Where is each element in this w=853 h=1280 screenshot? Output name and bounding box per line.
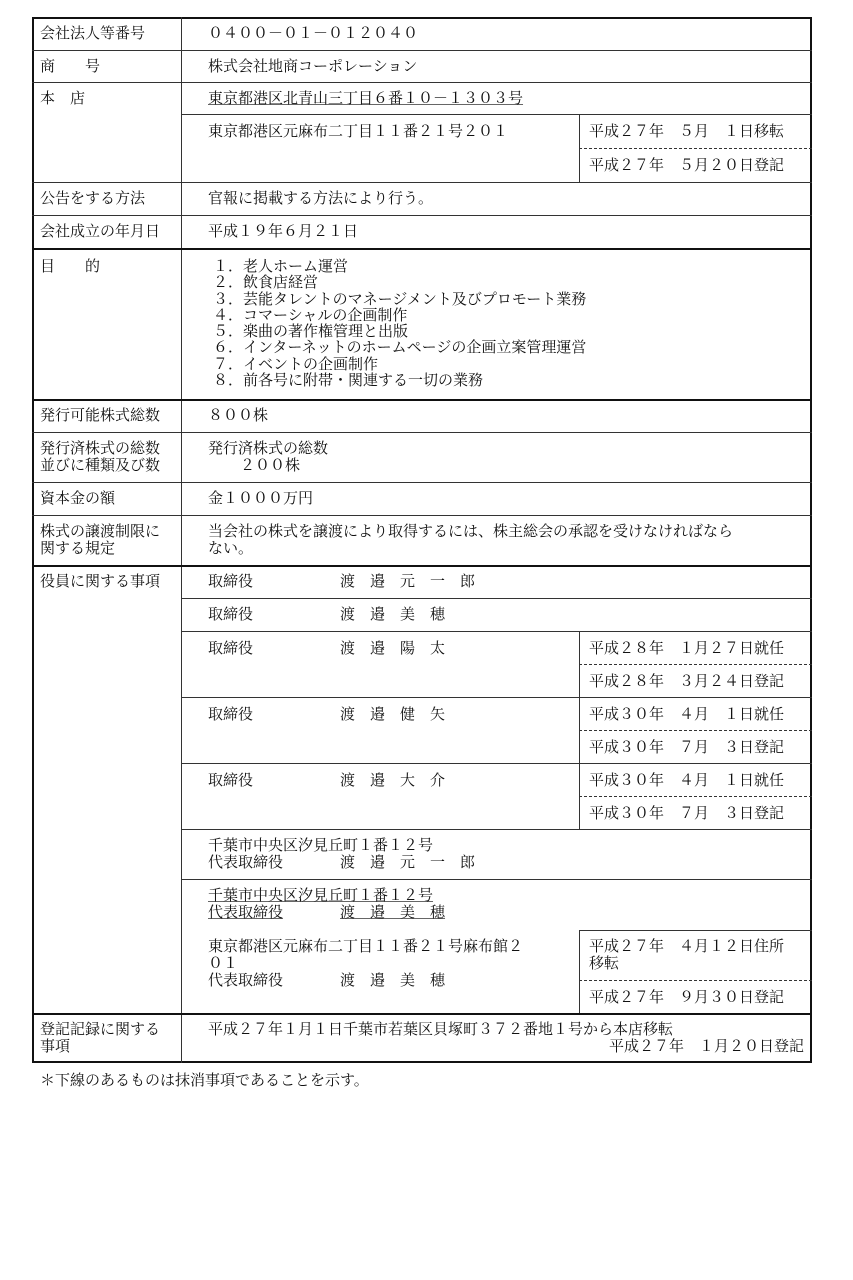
purpose-item: ８．前各号に附帯・関連する一切の業務 xyxy=(213,371,484,390)
column-divider xyxy=(181,17,182,1063)
label-officers: 役員に関する事項 xyxy=(40,572,161,590)
officer-role: 取締役 xyxy=(208,705,254,723)
label-corp-no: 会社法人等番号 xyxy=(40,24,146,42)
rep3-name: 渡 邉 美 穂 xyxy=(340,971,446,989)
purpose-item: １．老人ホーム運営 xyxy=(213,257,349,275)
trade-name-value: 株式会社地商コーポレーション xyxy=(208,57,418,75)
head-office-date2: 平成２７年 ５月２０日登記 xyxy=(589,156,785,174)
rep3-date1b: 移転 xyxy=(589,954,620,972)
label-capital: 資本金の額 xyxy=(40,489,116,507)
rep2-address: 千葉市中央区汐見丘町１番１２号 xyxy=(208,886,434,904)
officer-name: 渡 邉 陽 太 xyxy=(340,639,446,657)
head-office-old: 東京都港区北青山三丁目６番１０－１３０３号 xyxy=(208,89,524,107)
officer-name: 渡 邉 美 穂 xyxy=(340,605,446,623)
rep1-role: 代表取締役 xyxy=(208,853,284,871)
officer-date2: 平成３０年 ７月 ３日登記 xyxy=(589,804,785,822)
record-line2: 平成２７年 １月２０日登記 xyxy=(608,1037,804,1055)
officer-date1: 平成２８年 １月２７日就任 xyxy=(589,639,785,657)
rep1-address: 千葉市中央区汐見丘町１番１２号 xyxy=(208,836,434,854)
officer-role: 取締役 xyxy=(208,572,254,590)
officer-role: 取締役 xyxy=(208,771,254,789)
officer-date2: 平成２８年 ３月２４日登記 xyxy=(589,672,785,690)
transfer-line2: ない。 xyxy=(208,539,254,557)
rep3-date1a: 平成２７年 ４月１２日住所 xyxy=(589,937,785,955)
established-value: 平成１９年６月２１日 xyxy=(208,222,359,240)
officer-name: 渡 邉 元 一 郎 xyxy=(340,572,476,590)
rep1-name: 渡 邉 元 一 郎 xyxy=(340,853,476,871)
head-office-new: 東京都港区元麻布二丁目１１番２１号２０１ xyxy=(208,122,509,140)
label-transfer-1: 株式の譲渡制限に xyxy=(40,522,161,540)
purpose-item: ７．イベントの企画制作 xyxy=(213,354,379,373)
label-authorized: 発行可能株式総数 xyxy=(40,406,161,424)
label-trade-name: 商 号 xyxy=(40,57,101,75)
notice-value: 官報に掲載する方法により行う。 xyxy=(208,189,434,207)
officer-date2: 平成３０年 ７月 ３日登記 xyxy=(589,738,785,756)
rep3-address1: 東京都港区元麻布二丁目１１番２１号麻布館２ xyxy=(208,937,524,955)
footnote: ＊下線のあるものは抹消事項であることを示す。 xyxy=(40,1071,369,1089)
officer-name: 渡 邉 大 介 xyxy=(340,771,446,789)
record-line1: 平成２７年１月１日千葉市若葉区貝塚町３７２番地１号から本店移転 xyxy=(208,1020,674,1038)
officer-role: 取締役 xyxy=(208,605,254,623)
authorized-value: ８００株 xyxy=(208,406,269,424)
label-issued-2: 並びに種類及び数 xyxy=(40,456,161,474)
label-notice: 公告をする方法 xyxy=(40,189,146,207)
rep3-role: 代表取締役 xyxy=(208,971,284,989)
purpose-item: ５．楽曲の著作権管理と出版 xyxy=(213,322,409,341)
issued-line1: 発行済株式の総数 xyxy=(208,439,329,457)
purpose-list xyxy=(213,258,586,388)
label-record-1: 登記記録に関する xyxy=(40,1020,161,1038)
label-head-office: 本 店 xyxy=(40,89,86,107)
officer-role: 取締役 xyxy=(208,639,254,657)
purpose-item: ４．コマーシャルの企画制作 xyxy=(213,305,408,324)
label-established: 会社成立の年月日 xyxy=(40,222,161,240)
capital-value: 金１０００万円 xyxy=(208,489,314,507)
rep3-date2: 平成２７年 ９月３０日登記 xyxy=(589,988,785,1006)
transfer-line1: 当会社の株式を譲渡により取得するには、株主総会の承認を受けなければなら xyxy=(208,522,734,540)
head-office-date1: 平成２７年 ５月 １日移転 xyxy=(589,122,785,140)
rep3-address2: ０１ xyxy=(208,954,239,972)
officer-date1: 平成３０年 ４月 １日就任 xyxy=(589,705,785,723)
label-transfer-2: 関する規定 xyxy=(40,539,116,557)
purpose-item: ２．飲食店経営 xyxy=(213,273,319,292)
purpose-item: ６．インターネットのホームページの企画立案管理運営 xyxy=(213,338,587,357)
corp-no-value: ０４００－０１－０１２０４０ xyxy=(208,24,419,42)
officer-name: 渡 邉 健 矢 xyxy=(340,705,446,723)
rep2-role: 代表取締役 xyxy=(208,903,284,921)
label-issued-1: 発行済株式の総数 xyxy=(40,439,161,457)
purpose-item: ３．芸能タレントのマネージメント及びプロモート業務 xyxy=(213,289,587,308)
label-record-2: 事項 xyxy=(40,1037,71,1055)
officer-date1: 平成３０年 ４月 １日就任 xyxy=(589,771,785,789)
label-purpose: 目 的 xyxy=(40,257,101,275)
issued-line2: ２００株 xyxy=(240,456,301,474)
rep2-name: 渡 邉 美 穂 xyxy=(340,903,446,921)
